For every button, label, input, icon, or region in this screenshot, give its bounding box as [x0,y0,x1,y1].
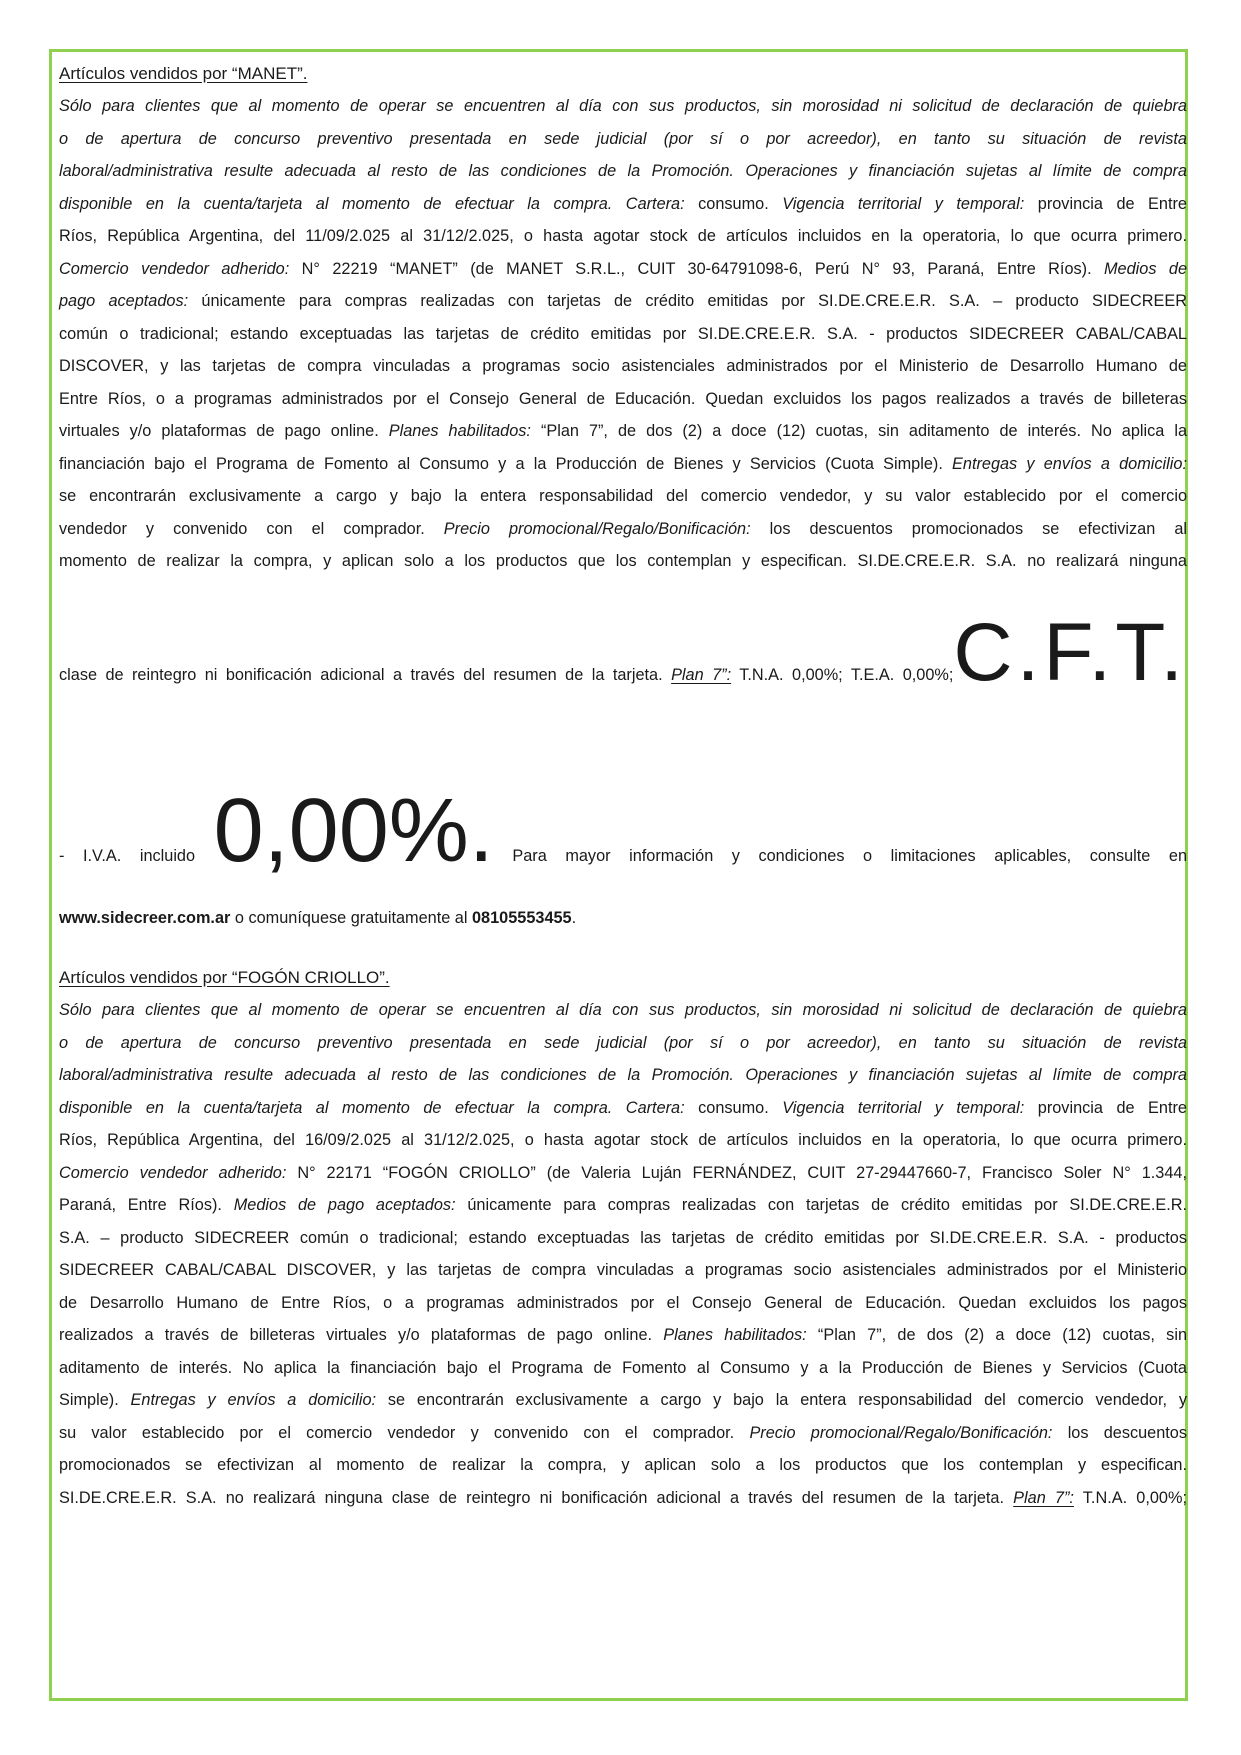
manet-line-8: común o tradicional; estando exceptuadas las tarjetas de crédito emitidas por SI.DE.CRE.E.R. S.A. - productos SIDECREER CABAL/CABAL [59,324,1187,343]
fogon-line-5: Ríos, República Argentina, del 16/09/2.025 al 31/12/2.025, o hasta agotar stock de artículos incluidos en la operatoria, lo que ocurra primero. [59,1131,1187,1149]
fogon-section [59,962,1187,1514]
plan7-label: Plan 7”: [671,666,732,684]
website-link[interactable]: www.sidecreer.com.ar [59,909,231,927]
phone-number[interactable]: 08105553455 [472,909,572,927]
fogon-line-3: laboral/administrativa resulte adecuada al resto de las condiciones de la Promoción. Operaciones y financiación sujetas al límite de compra [59,1066,1187,1084]
manet-line-10: Entre Ríos, o a programas administrados por el Consejo General de Educación. Quedan excluidos los pagos realizados a través de billeteras [59,389,1187,408]
more-info-text: Para mayor información y condiciones o limitaciones aplicables, consulte en [512,847,1188,865]
manet-contact-line [59,902,1187,934]
contact-text: o comuníquese gratuitamente al [230,909,472,927]
fogon-line-4: disponible en la cuenta/tarjeta al momento de efectuar la compra. Cartera: consumo. Vigencia territorial y temporal: provincia de Entre [59,1098,1187,1117]
iva-text: - I.V.A. incluido [59,847,196,865]
manet-line-2: o de apertura de concurso preventivo presentada en sede judicial (por sí o por acreedor), en tanto su situación de revista [59,129,1187,148]
fogon-line-15: promocionados se efectivizan al momento de realizar la compra, y aplican solo a los productos que los contemplan y especifican. [59,1456,1187,1474]
manet-cft-line [59,607,1187,708]
fogon-line-11: realizados a través de billeteras virtuales y/o plataformas de pago online. Planes habilitados: “Plan 7”, de dos (2) a doce (12) cuotas, sin [59,1326,1187,1344]
rates-text: T.N.A. 0,00%; T.E.A. 0,00%; [731,666,954,684]
fogon-line-10: de Desarrollo Humano de Entre Ríos, o a programas administrados por el Consejo General de Educación. Quedan excluidos los pagos [59,1293,1187,1312]
manet-line-3: laboral/administrativa resulte adecuada al resto de las condiciones de la Promoción. Operaciones y financiación sujetas al límite de compra [59,162,1187,180]
fogon-heading: Artículos vendidos por “FOGÓN CRIOLLO”. [59,968,390,987]
manet-section [59,58,1187,578]
cft-value: 0,00%. [213,781,494,881]
fogon-line-1: Sólo para clientes que al momento de operar se encuentren al día con sus productos, sin morosidad ni solicitud de declaración de quiebra [59,1001,1187,1019]
fogon-line-2: o de apertura de concurso preventivo presentada en sede judicial (por sí o por acreedor), en tanto su situación de revista [59,1033,1187,1052]
manet-line-14: vendedor y convenido con el comprador. Precio promocional/Regalo/Bonificación: los descuentos promocionados se efectivizan al [59,519,1187,538]
manet-line-6: Comercio vendedor adherido: N° 22219 “MANET” (de MANET S.R.L., CUIT 30-64791098-6, Perú N° 93, Paraná, Entre Ríos). Medios de [59,259,1187,278]
manet-line-5: Ríos, República Argentina, del 11/09/2.025 al 31/12/2.025, o hasta agotar stock de artículos incluidos en la operatoria, lo que ocurra primero. [59,227,1187,245]
fogon-line-8: S.A. – producto SIDECREER común o tradicional; estando exceptuadas las tarjetas de crédito emitidas por SI.DE.CRE.E.R. S.A. - productos [59,1228,1187,1247]
manet-line-4: disponible en la cuenta/tarjeta al momento de efectuar la compra. Cartera: consumo. Vigencia territorial y temporal: provincia de Entre [59,194,1187,213]
manet-line-7: pago aceptados: únicamente para compras realizadas con tarjetas de crédito emitidas por SI.DE.CRE.E.R. S.A. – producto SIDECREER [59,292,1187,310]
manet-line-13: se encontrarán exclusivamente a cargo y bajo la entera responsabilidad del comercio vendedor, y su valor establecido por el comercio [59,487,1187,505]
manet-line-16-text: clase de reintegro ni bonificación adicional a través del resumen de la tarjeta. [59,666,672,684]
fogon-line-7: Paraná, Entre Ríos). Medios de pago aceptados: únicamente para compras realizadas con tarjetas de crédito emitidas por SI.DE.CRE.E.R. [59,1196,1188,1214]
manet-pct-line [59,781,1188,882]
fogon-line-13: Simple). Entregas y envíos a domicilio: se encontrarán exclusivamente a cargo y bajo la entera responsabilidad del comercio vendedor, y [59,1391,1187,1409]
manet-line-12: financiación bajo el Programa de Fomento al Consumo y a la Producción de Bienes y Servicios (Cuota Simple). Entregas y envíos a domicilio: [59,454,1187,473]
contact-period: . [571,909,577,927]
fogon-line-6: Comercio vendedor adherido: N° 22171 “FOGÓN CRIOLLO” (de Valeria Luján FERNÁNDEZ, CUIT 27-29447660-7, Francisco Soler N° 1.344, [59,1163,1187,1182]
manet-line-1: Sólo para clientes que al momento de operar se encuentren al día con sus productos, sin morosidad ni solicitud de declaración de quiebra [59,97,1187,115]
fogon-line-14: su valor establecido por el comercio vendedor y convenido con el comprador. Precio promocional/Regalo/Bonificación: los descuentos [59,1423,1188,1442]
fogon-line-12: aditamento de interés. No aplica la financiación bajo el Programa de Fomento al Consumo y a la Producción de Bienes y Servicios (Cuota [59,1358,1187,1377]
cft-label: C.F.T. [953,607,1187,698]
manet-heading: Artículos vendidos por “MANET”. [59,64,308,83]
fogon-line-9: SIDECREER CABAL/CABAL DISCOVER, y las tarjetas de compra vinculadas a programas socio asistenciales administrados por el Ministerio [59,1261,1187,1279]
manet-line-11: virtuales y/o plataformas de pago online. Planes habilitados: “Plan 7”, de dos (2) a doce (12) cuotas, sin aditamento de interés. No aplica la [59,422,1188,440]
manet-line-15: momento de realizar la compra, y aplican solo a los productos que los contemplan y especifican. SI.DE.CRE.E.R. S.A. no realizará ninguna [59,552,1187,570]
manet-line-9: DISCOVER, y las tarjetas de compra vinculadas a programas socio asistenciales administrados por el Ministerio de Desarrollo Humano de [59,357,1187,375]
fogon-line-16: SI.DE.CRE.E.R. S.A. no realizará ninguna clase de reintegro ni bonificación adicional a través del resumen de la tarjeta. Plan 7”: T.N.A. 0,00%; [59,1488,1187,1507]
